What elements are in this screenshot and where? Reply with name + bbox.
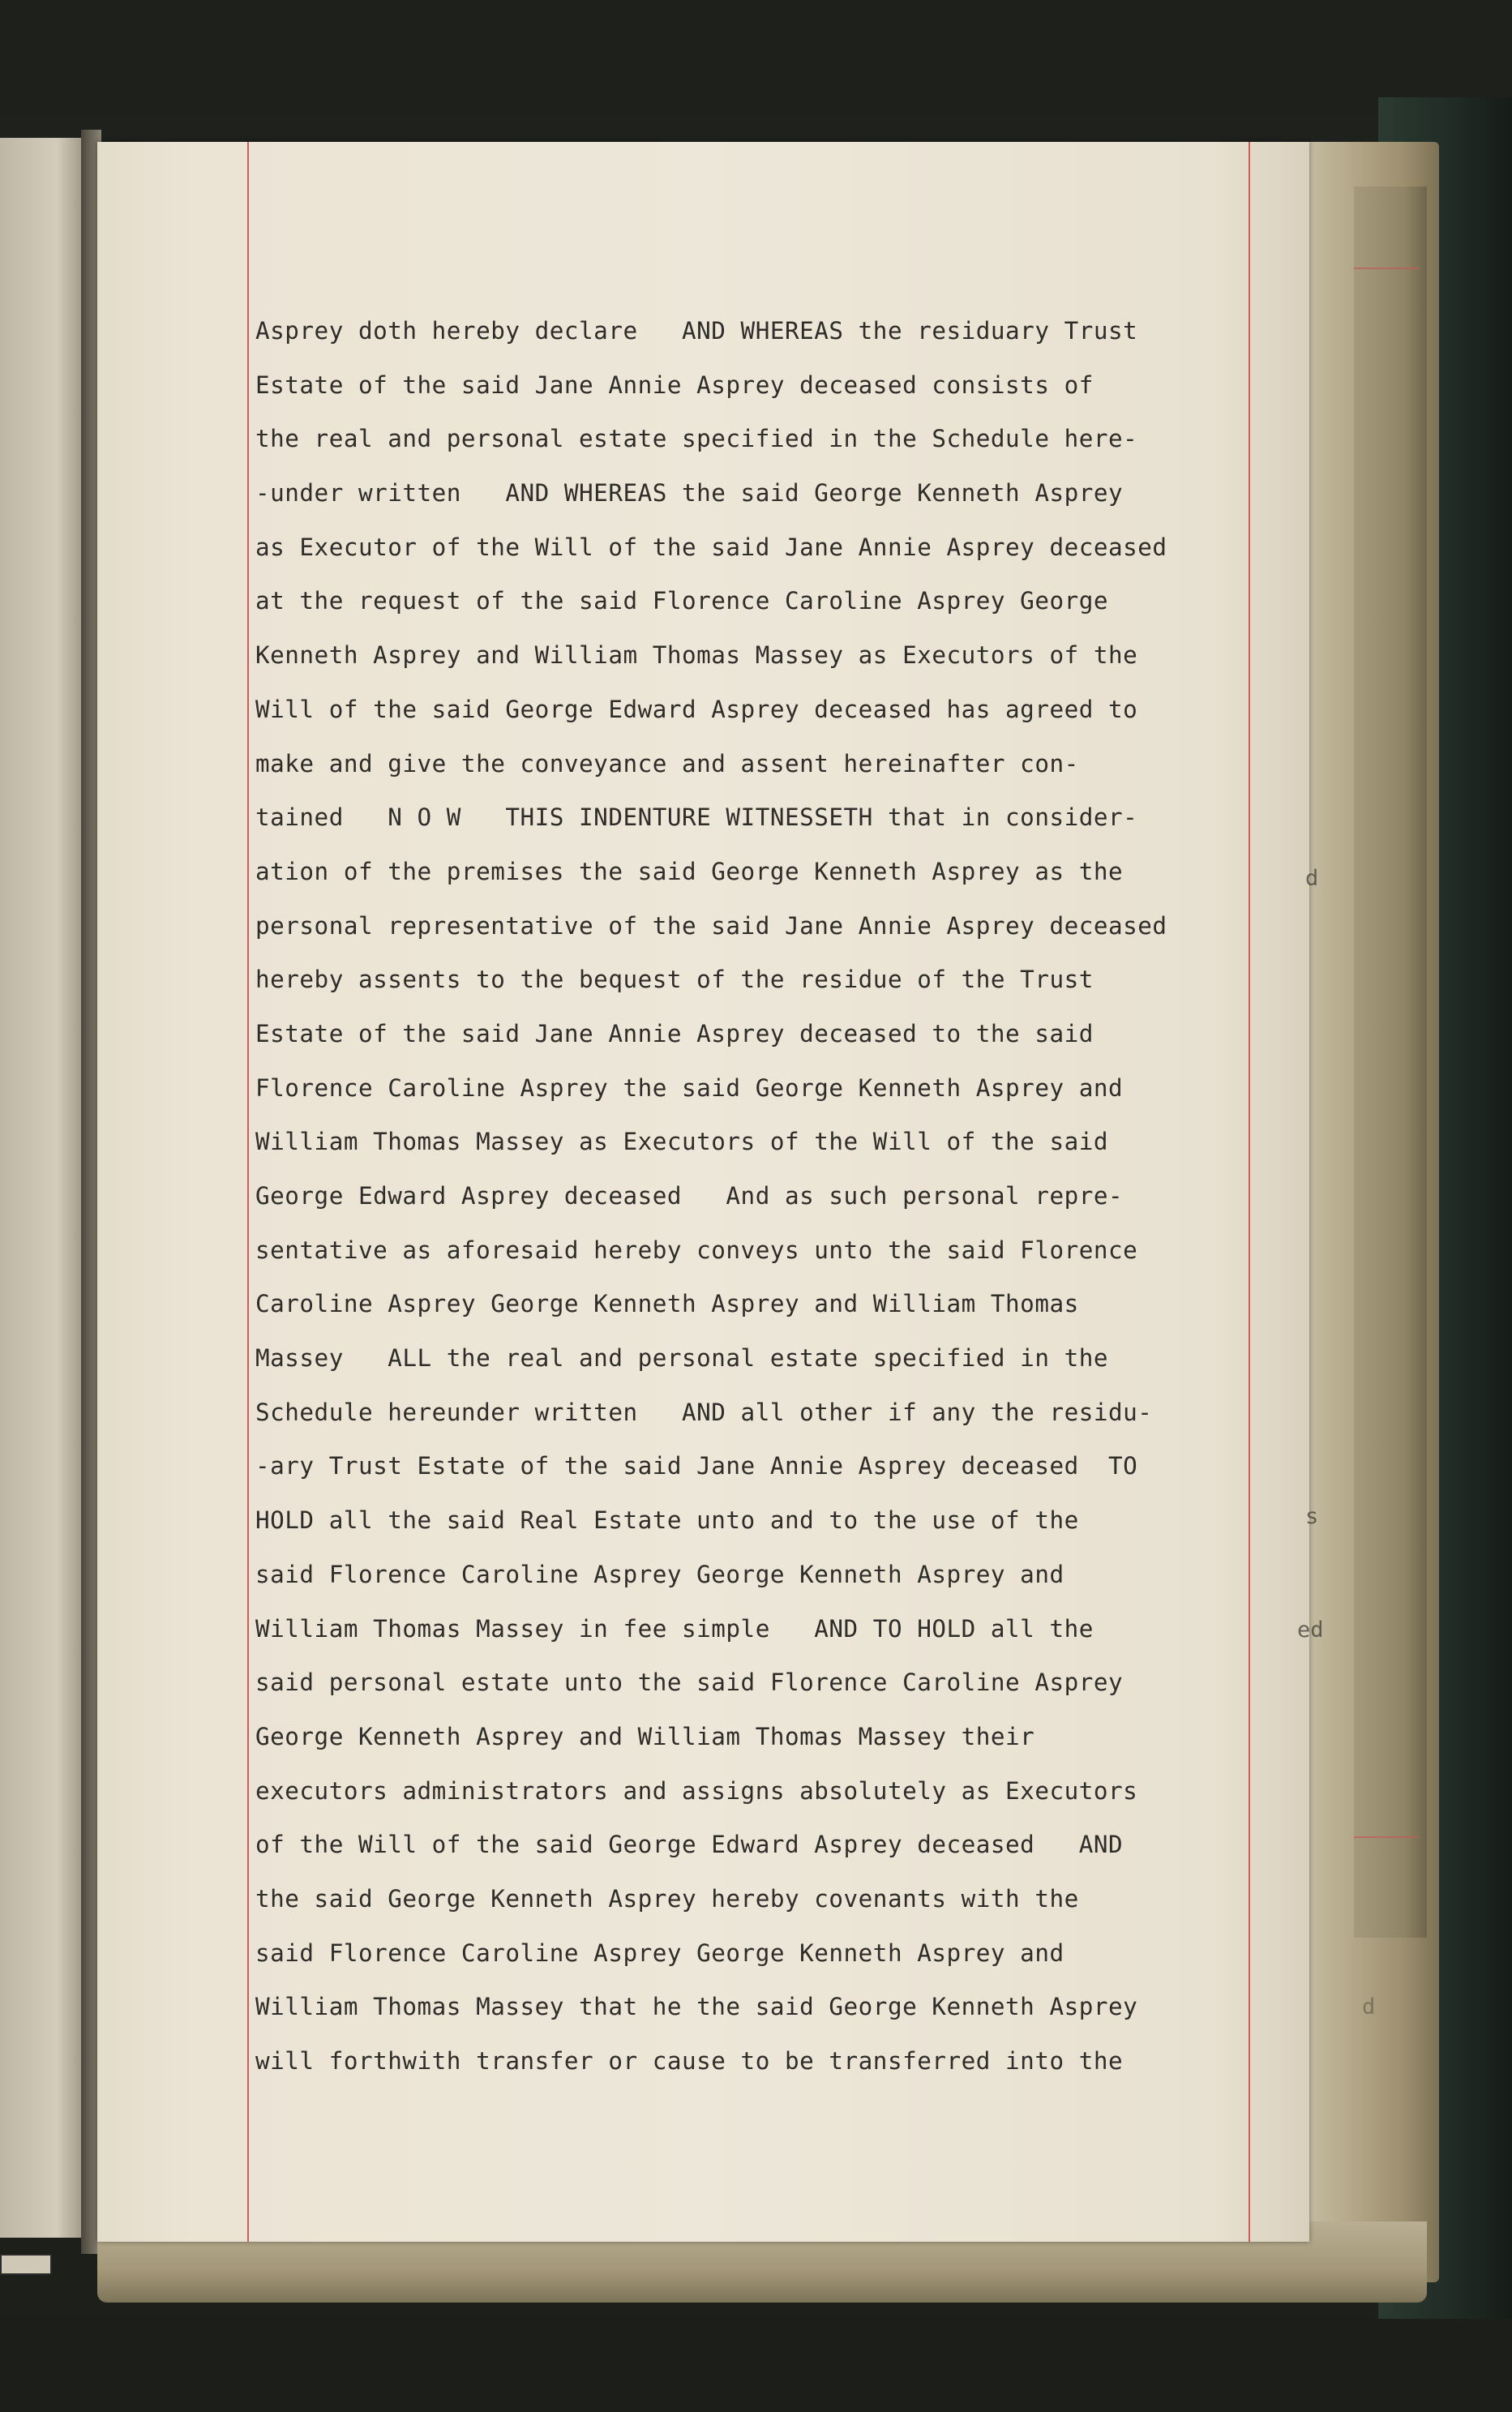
- left-margin-rule: [247, 142, 249, 2242]
- underlying-page-fragment: d: [1362, 1994, 1376, 2020]
- text-line: Florence Caroline Asprey the said George Kenneth Asprey and: [255, 1073, 1124, 1102]
- text-line: hereby assents to the bequest of the residue of the Trust: [255, 966, 1094, 994]
- text-line: will forthwith transfer or cause to be transferred into the: [255, 2047, 1124, 2075]
- page-stack-inner: [1354, 186, 1427, 1938]
- text-line: -under written AND WHEREAS the said George Kenneth Asprey: [255, 479, 1124, 508]
- text-line: HOLD all the said Real Estate unto and to the use of the: [255, 1506, 1079, 1535]
- text-line: Will of the said George Edward Asprey deceased has agreed to: [255, 695, 1138, 723]
- stack-margin-rule: [1354, 268, 1419, 269]
- underlying-page-fragment: s: [1305, 1504, 1319, 1529]
- text-line: the real and personal estate specified in the Schedule here-: [255, 425, 1138, 453]
- text-line: Asprey doth hereby declare AND WHEREAS the residuary Trust: [255, 317, 1138, 345]
- text-line: Estate of the said Jane Annie Asprey deceased consists of: [255, 371, 1094, 399]
- text-line: Caroline Asprey George Kenneth Asprey and William Thomas: [255, 1290, 1079, 1318]
- text-line: sentative as aforesaid hereby conveys unto the said Florence: [255, 1236, 1138, 1264]
- text-line: of the Will of the said George Edward Asprey deceased AND: [255, 1831, 1124, 1859]
- corner-tab: [0, 2254, 52, 2275]
- text-line: said Florence Caroline Asprey George Kenneth Asprey and: [255, 1560, 1064, 1588]
- text-line: Massey ALL the real and personal estate specified in the: [255, 1344, 1109, 1373]
- text-line: tained N O W THIS INDENTURE WITNESSETH that in consider-: [255, 803, 1138, 832]
- text-line: said personal estate unto the said Florence Caroline Asprey: [255, 1669, 1124, 1697]
- left-facing-page: [0, 138, 84, 2238]
- text-line: William Thomas Massey as Executors of the Will of the said: [255, 1128, 1109, 1156]
- text-line: personal representative of the said Jane Annie Asprey deceased: [255, 911, 1167, 940]
- text-line: said Florence Caroline Asprey George Kenneth Asprey and: [255, 1939, 1064, 1967]
- text-line: George Edward Asprey deceased And as such personal repre-: [255, 1182, 1124, 1210]
- document-page: [97, 142, 1309, 2242]
- text-line: George Kenneth Asprey and William Thomas Massey their: [255, 1722, 1035, 1750]
- underlying-page-fragment: ed: [1297, 1617, 1324, 1643]
- text-line: ation of the premises the said George Kenneth Asprey as the: [255, 857, 1124, 885]
- text-line: executors administrators and assigns absolutely as Executors: [255, 1776, 1138, 1805]
- text-line: the said George Kenneth Asprey hereby covenants with the: [255, 1884, 1079, 1913]
- text-line: Estate of the said Jane Annie Asprey deceased to the said: [255, 1019, 1094, 1047]
- text-line: William Thomas Massey that he the said George Kenneth Asprey: [255, 1993, 1138, 2021]
- text-line: Schedule hereunder written AND all other if any the residu-: [255, 1398, 1153, 1426]
- stack-margin-rule: [1354, 1836, 1419, 1838]
- text-line: as Executor of the Will of the said Jane Annie Asprey deceased: [255, 533, 1167, 561]
- text-line: at the request of the said Florence Caroline Asprey George: [255, 587, 1109, 615]
- text-line: make and give the conveyance and assent hereinafter con-: [255, 749, 1079, 778]
- text-line: -ary Trust Estate of the said Jane Annie Asprey deceased TO: [255, 1452, 1138, 1480]
- text-line: William Thomas Massey in fee simple AND TO HOLD all the: [255, 1614, 1094, 1643]
- text-line: Kenneth Asprey and William Thomas Massey as Executors of the: [255, 641, 1138, 670]
- underlying-page-fragment: d: [1305, 866, 1319, 891]
- typed-text-body: [255, 304, 1309, 2089]
